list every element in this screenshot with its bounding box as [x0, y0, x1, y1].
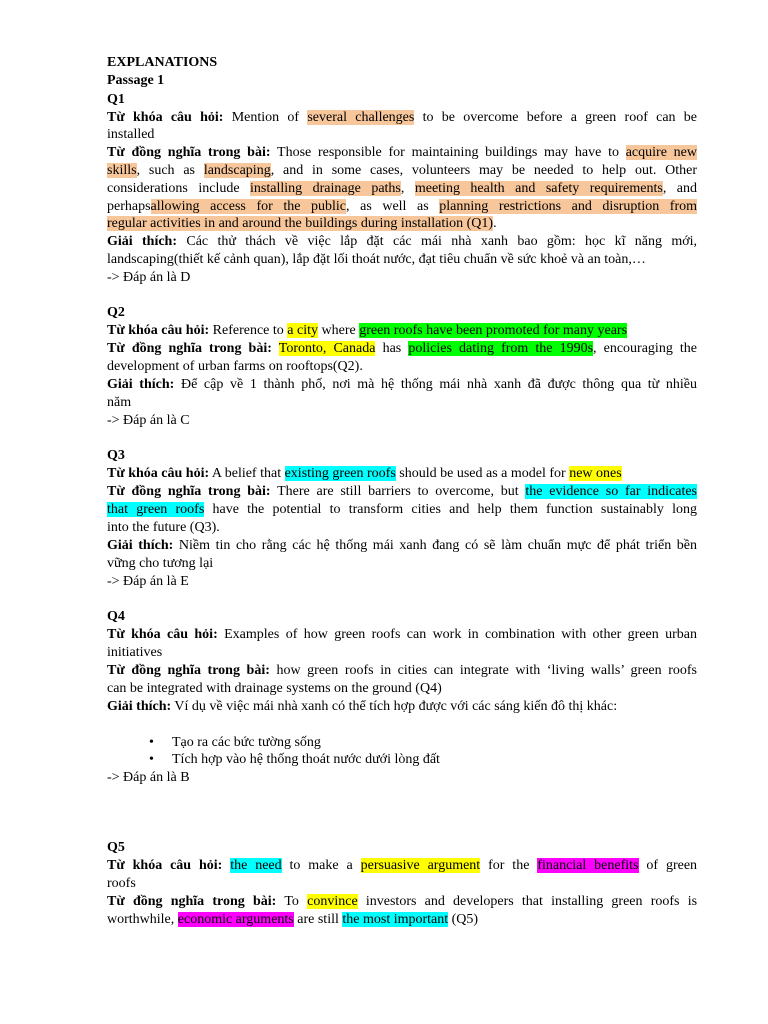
q3-synonym-line [107, 502, 697, 518]
q1-synonym-highlight: planning restrictions and disruption from [439, 199, 697, 214]
q1-explain-line [107, 252, 697, 268]
passage-label: Passage 1 [107, 73, 165, 88]
q5-synonym-text: To [284, 894, 299, 909]
q1-explain-text: Các thử thách về việc lắp đặt các mái nhà xanh bao gồm: học kĩ năng mới, [186, 234, 698, 249]
q1-synonym-line [107, 216, 697, 232]
q5-keyword-text: to make a [289, 858, 353, 873]
q1-explain-line [107, 234, 697, 250]
q4-keyword-text: Examples of how green roofs can work in combination with other green urban [224, 627, 698, 642]
q4-explain-line [107, 699, 697, 715]
q4-heading: Q4 [107, 609, 125, 624]
q1-synonym-line [107, 199, 697, 215]
keyword-label: Từ khóa câu hỏi: [107, 858, 223, 873]
q2-keyword-text: Reference to [212, 323, 284, 338]
q3-synonym-highlight: that green roofs [107, 502, 205, 517]
q3-keyword-text: A belief that [211, 466, 282, 481]
keyword-label: Từ khóa câu hỏi: [107, 110, 224, 125]
q5-synonym-text: worthwhile, [107, 912, 175, 927]
q1-answer: -> Đáp án là D [107, 270, 191, 285]
bullet-icon: • [149, 752, 154, 767]
q5-keyword-highlight: financial benefits [537, 858, 639, 873]
bullet-icon: • [149, 735, 154, 750]
q3-synonym-highlight: the evidence so far indicates [525, 484, 698, 499]
q5-synonym-text: are still [297, 912, 339, 927]
synonym-label: Từ đồng nghĩa trong bài: [107, 484, 271, 499]
q5-keyword-text: roofs [107, 876, 136, 891]
q1-keyword-line [107, 127, 697, 143]
q4-explain-text: Ví dụ về việc mái nhà xanh có thể tích hợp được với các sáng kiến đô thị khác: [174, 699, 618, 714]
q2-synonym-highlight: Toronto, Canada [278, 341, 376, 356]
q3-keyword-text: should be used as a model for [399, 466, 566, 481]
q2-keyword-text: where [321, 323, 356, 338]
q5-keyword-highlight: persuasive argument [360, 858, 481, 873]
q1-synonym-highlight: meeting health and safety requirements [414, 181, 663, 196]
q5-synonym-line [107, 912, 697, 928]
q5-synonym-line [107, 894, 697, 910]
q1-synonym-line [107, 181, 697, 197]
q3-heading: Q3 [107, 448, 125, 463]
q1-synonym-text: considerations include [107, 181, 240, 196]
synonym-label: Từ đồng nghĩa trong bài: [107, 145, 271, 160]
q5-synonym-highlight: economic arguments [177, 912, 294, 927]
q2-synonym-text: , encouraging the [593, 341, 698, 356]
q5-keyword-line [107, 876, 697, 892]
q1-heading: Q1 [107, 92, 125, 107]
explain-label: Giải thích: [107, 234, 178, 249]
q3-keyword-highlight: new ones [569, 466, 622, 481]
q3-synonym-text: into the future (Q3). [107, 520, 220, 535]
q5-synonym-text: investors and developers that installing green roofs is [365, 894, 698, 909]
q3-explain-line [107, 556, 697, 572]
q3-explain-text: Niềm tin cho rằng các hệ thống mái xanh đang có sẽ làm chuẩn mực để phát triển bền [178, 538, 698, 553]
q1-synonym-highlight: regular activities in and around the buildings during installation (Q1) [107, 216, 494, 231]
q3-explain-text: vững cho tương lại [107, 556, 214, 571]
q3-synonym-text: There are still barriers to overcome, but [277, 484, 519, 499]
synonym-label: Từ đồng nghĩa trong bài: [107, 341, 272, 356]
q2-explain-text: năm [107, 395, 132, 410]
q2-keyword-highlight: a city [287, 323, 318, 338]
q1-keyword-highlight: several challenges [307, 110, 415, 125]
q3-answer: -> Đáp án là E [107, 574, 189, 589]
q4-synonym-text: how green roofs in cities can integrate with ‘living walls’ green roofs [276, 663, 697, 678]
q1-synonym-text: . [493, 216, 497, 231]
q3-keyword-line [107, 466, 697, 482]
q3-explain-line [107, 538, 697, 554]
q2-keyword-line [107, 323, 697, 339]
explain-label: Giải thích: [107, 699, 172, 714]
q3-synonym-text: have the potential to transform cities and help them function sustainably long [212, 502, 698, 517]
q2-synonym-highlight: policies dating from the 1990s [408, 341, 594, 356]
q4-answer: -> Đáp án là B [107, 770, 190, 785]
q2-explain-line [107, 395, 697, 411]
q1-synonym-text: , and [662, 181, 698, 196]
q3-keyword-highlight: existing green roofs [284, 466, 396, 481]
q2-explain-line [107, 377, 697, 393]
q2-answer: -> Đáp án là C [107, 413, 190, 428]
q1-synonym-highlight: acquire new [625, 145, 697, 160]
q1-synonym-text: Those responsible for maintaining buildings may have to [277, 145, 619, 160]
q5-synonym-highlight: the most important [342, 912, 449, 927]
keyword-label: Từ khóa câu hỏi: [107, 466, 210, 481]
q2-synonym-text: development of urban farms on rooftops(Q2). [107, 359, 363, 374]
q4-bullet-item: Tích hợp vào hệ thống thoát nước dưới lòng đất [172, 752, 440, 767]
q4-keyword-line [107, 645, 697, 661]
q5-synonym-highlight: convince [307, 894, 358, 909]
q1-keyword-text: Mention of [231, 110, 300, 125]
q4-bullet-item: Tạo ra các bức tường sống [172, 735, 321, 750]
q4-synonym-text: can be integrated with drainage systems on the ground (Q4) [107, 681, 442, 696]
q2-explain-text: Để cập về 1 thành phố, nơi mà hệ thống mái nhà xanh đã được thông qua từ nhiều [180, 377, 698, 392]
q1-synonym-text: , as well as [346, 199, 429, 214]
q1-synonym-highlight: landscaping [203, 163, 271, 178]
q2-synonym-line [107, 359, 697, 375]
q2-keyword-highlight: green roofs have been promoted for many years [359, 323, 628, 338]
q1-synonym-highlight: installing drainage paths [250, 181, 401, 196]
q5-keyword-highlight: the need [230, 858, 282, 873]
q1-synonym-highlight: allowing access for the public [150, 199, 347, 214]
q1-synonym-text: , [400, 181, 405, 196]
q5-heading: Q5 [107, 840, 125, 855]
explain-label: Giải thích: [107, 377, 175, 392]
q1-synonym-line [107, 145, 697, 161]
q1-explain-text: landscaping(thiết kế cảnh quan), lắp đặt lối thoát nước, đạt tiêu chuẩn về sức khoẻ và an toàn,… [107, 252, 646, 267]
q5-keyword-text: of green [646, 858, 698, 873]
q5-synonym-text: (Q5) [451, 912, 479, 927]
q5-keyword-line [107, 858, 697, 874]
q1-synonym-text: perhaps [107, 199, 151, 214]
q4-keyword-line [107, 627, 697, 643]
q2-heading: Q2 [107, 305, 125, 320]
q1-synonym-line [107, 163, 697, 179]
q3-synonym-line [107, 520, 697, 536]
q1-keyword-text: to be overcome before a green roof can be [422, 110, 698, 125]
synonym-label: Từ đồng nghĩa trong bài: [107, 663, 270, 678]
q1-keyword-text: installed [107, 127, 155, 142]
explain-label: Giải thích: [107, 538, 174, 553]
q3-synonym-line [107, 484, 697, 500]
q2-synonym-text: has [382, 341, 402, 356]
q2-synonym-line [107, 341, 697, 357]
q4-synonym-line [107, 681, 697, 697]
q4-synonym-line [107, 663, 697, 679]
q1-keyword-line [107, 110, 697, 126]
q1-synonym-text: , and in some cases, volunteers may be needed to help out. Other [270, 163, 698, 178]
q4-keyword-text: initiatives [107, 645, 163, 660]
keyword-label: Từ khóa câu hỏi: [107, 323, 210, 338]
q1-synonym-highlight: skills [107, 163, 137, 178]
keyword-label: Từ khóa câu hỏi: [107, 627, 218, 642]
q1-synonym-text: , such as [136, 163, 196, 178]
q5-keyword-text: for the [488, 858, 530, 873]
synonym-label: Từ đồng nghĩa trong bài: [107, 894, 277, 909]
document-title: EXPLANATIONS [107, 55, 218, 70]
